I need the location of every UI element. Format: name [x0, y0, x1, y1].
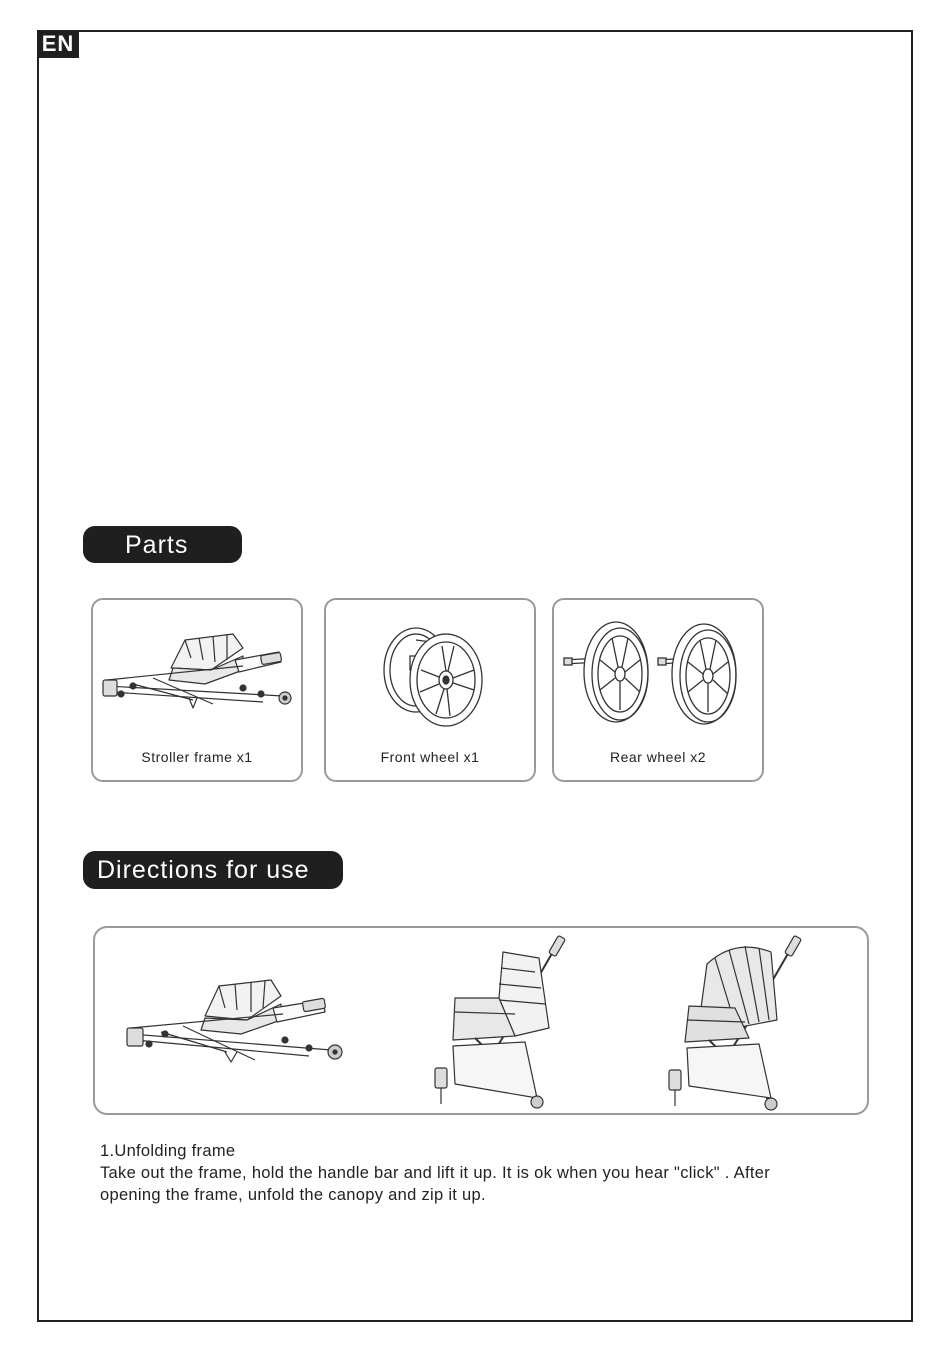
parts-heading: Parts [83, 526, 242, 563]
part-label-rear-wheel: Rear wheel x2 [610, 749, 706, 765]
step-1-instructions [100, 1140, 860, 1206]
part-label-front-wheel: Front wheel x1 [380, 749, 480, 765]
step-1-line-2: opening the frame, unfold the canopy and zip it up. [100, 1186, 486, 1204]
directions-heading: Directions for use [83, 851, 343, 889]
language-badge: EN [37, 30, 79, 58]
step-1-title: 1.Unfolding frame [100, 1142, 236, 1160]
unfolding-stroller-icon [435, 935, 565, 1108]
part-label-stroller-frame: Stroller frame x1 [141, 749, 253, 765]
part-card-front-wheel [324, 598, 536, 782]
part-card-stroller-frame [91, 598, 303, 782]
unfolded-stroller-icon [669, 935, 801, 1110]
part-card-rear-wheel [552, 598, 764, 782]
folded-stroller-icon [127, 980, 342, 1062]
unfolding-steps-illustration [95, 928, 871, 1117]
step-1-line-1: Take out the frame, hold the handle bar and lift it up. It is ok when you hear "click" . After [100, 1164, 771, 1182]
directions-illustration-panel [93, 926, 869, 1115]
